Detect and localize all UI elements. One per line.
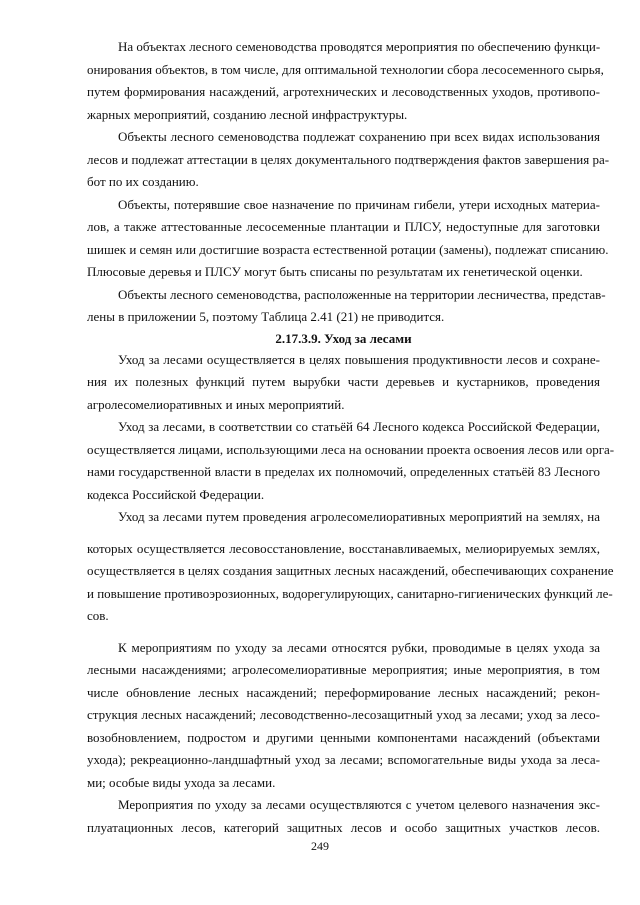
text-line: Уход за лесами, в соответствии со статьёй 64 Лесного кодекса Российской Федерации, xyxy=(118,419,600,434)
text-line: агролесомелиоративных и иных мероприятий. xyxy=(87,396,345,412)
text-line: лесов и подлежат аттестации в целях документального подтверждения фактов завершения ра- xyxy=(87,151,610,167)
text-line: шишек и семян или достигшие возраста естественной ротации (замены), подлежат списанию. xyxy=(87,241,609,257)
paragraph xyxy=(87,794,600,839)
text-line: К мероприятиям по уходу за лесами относятся рубки, проводимые в целях ухода за xyxy=(118,639,600,655)
document-body xyxy=(87,36,615,839)
paragraph xyxy=(87,416,615,506)
text-line: нами государственной власти в пределах их полномочий, определенных статьёй 83 Лесного xyxy=(87,464,600,479)
text-line: лесными насаждениями; агролесомелиоративные мероприятия; иные мероприятия, в том xyxy=(87,662,600,677)
text-line: путем формирования насаждений, агротехнических и лесоводственных уходов, противопо- xyxy=(87,84,600,99)
text-line: Плюсовые деревья и ПЛСУ могут быть списаны по результатам их генетической оценки. xyxy=(87,264,583,279)
text-line: Объекты, потерявшие свое назначение по причинам гибели, утери исходных материа- xyxy=(118,196,600,212)
text-line: ми; особые виды ухода за лесами. xyxy=(87,774,276,790)
text-line: жарных мероприятий, созданию лесной инфраструктуры. xyxy=(87,106,408,122)
text-line: плуатационных лесов, категорий защитных лесов и особо защитных участков лесов. xyxy=(87,819,600,835)
paragraph xyxy=(87,284,606,329)
text-line: которых осуществляется лесовосстановление, восстанавливаемых, мелиорируемых землях, xyxy=(87,540,600,556)
paragraph-gap xyxy=(87,628,600,637)
paragraph xyxy=(87,637,600,795)
paragraph xyxy=(87,194,609,284)
text-line: На объектах лесного семеноводства проводятся мероприятия по обеспечению функци- xyxy=(118,39,601,54)
text-line: числе обновление лесных насаждений; переформирование лесных насаждений; рекон- xyxy=(87,684,600,700)
text-line: Уход за лесами осуществляется в целях повышения продуктивности лесов и сохране- xyxy=(118,351,600,367)
page-number: 249 xyxy=(311,839,329,853)
text-line: ухода); рекреационно-ландшафтный уход за лесами; вспомогательные виды ухода за леса- xyxy=(87,752,600,767)
text-line: сов. xyxy=(87,608,109,623)
text-line: осуществляется в целях создания защитных лесных насаждений, обеспечивающих сохранение xyxy=(87,563,614,578)
text-line: Уход за лесами путем проведения агролесомелиоративных мероприятий на землях, на xyxy=(118,509,600,524)
paragraph xyxy=(87,506,600,529)
text-line: бот по их созданию. xyxy=(87,174,199,189)
text-line: осуществляется лицами, использующими леса на основании проекта освоения лесов или орга- xyxy=(87,441,615,457)
text-line: Объекты лесного семеноводства подлежат сохранению при всех видах использования xyxy=(118,129,600,144)
section-heading: 2.17.3.9. Уход за лесами xyxy=(275,330,412,346)
text-line: лены в приложении 5, поэтому Таблица 2.41 (21) не приводится. xyxy=(87,309,445,324)
text-line: ния их полезных функций путем вырубки части деревьев и кустарников, проведения xyxy=(87,374,600,389)
paragraph xyxy=(87,349,600,417)
paragraph-gap xyxy=(87,529,600,538)
paragraph xyxy=(87,36,604,126)
text-line: и повышение противоэрозионных, водорегулирующих, санитарно-гигиенических функций ле- xyxy=(87,585,613,601)
text-line: кодекса Российской Федерации. xyxy=(87,486,265,502)
text-line: струкция лесных насаждений; лесоводственно-лесозащитный уход за лесами; уход за лесо- xyxy=(87,707,600,722)
text-line: онирования объектов, в том числе, для оптимальной технологии сбора лесосеменного сырья, xyxy=(87,61,604,77)
text-line: возобновлением, подростом и другими ценными компонентами насаждений (объектами xyxy=(87,729,600,745)
text-line: Объекты лесного семеноводства, расположенные на территории лесничества, представ- xyxy=(118,286,606,302)
paragraph xyxy=(87,538,614,628)
text-line: лов, а также аттестованные лесосеменные плантации и ПЛСУ, недоступные для заготовки xyxy=(87,219,600,234)
paragraph xyxy=(87,126,610,194)
text-line: Мероприятия по уходу за лесами осуществляются с учетом целевого назначения экс- xyxy=(118,797,600,812)
